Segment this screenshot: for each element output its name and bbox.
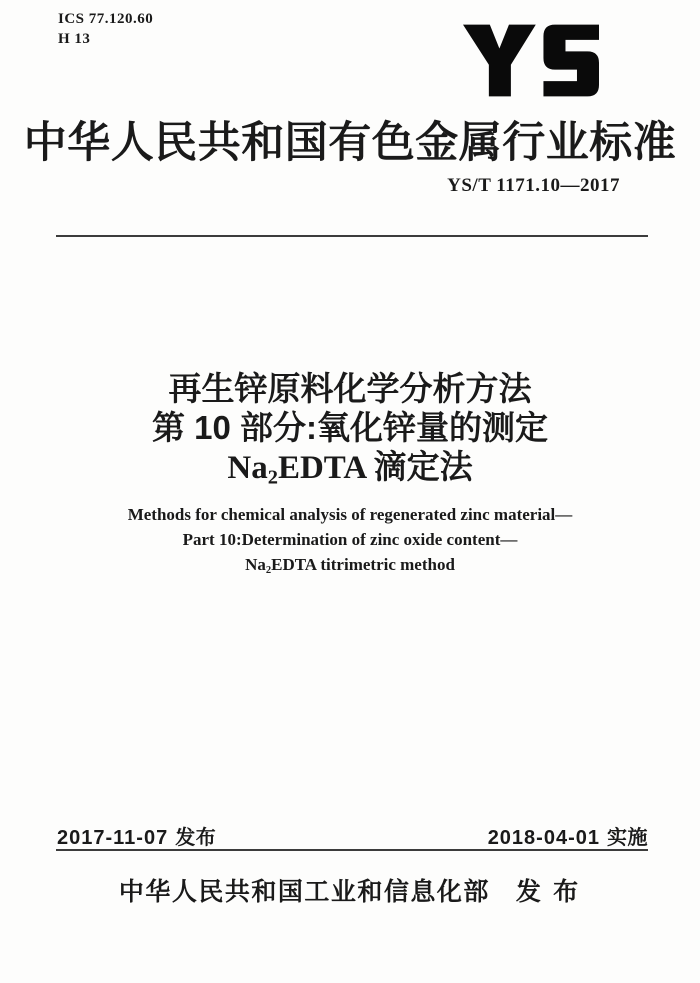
- title-zh-line3: [0, 441, 700, 488]
- title-en-line3-rest: EDTA titrimetric method: [271, 555, 455, 574]
- ics-code: ICS 77.120.60: [58, 11, 154, 27]
- issue-date: 2017-11-07: [57, 827, 169, 849]
- title-en-na-prefix: Na: [245, 555, 266, 574]
- title-zh-na-subscript: 2: [267, 466, 278, 489]
- title-zh-line1: 再生锌原料化学分析方法: [168, 370, 532, 407]
- publish-label: 发 布: [515, 879, 582, 906]
- standard-header-title: 中华人民共和国有色金属行业标准: [23, 119, 677, 167]
- issue-date-line: [57, 821, 216, 850]
- header-divider: [56, 235, 648, 237]
- title-zh-na-prefix: Na: [227, 450, 268, 486]
- implement-label: 实施: [607, 827, 648, 849]
- publisher-line: [0, 872, 700, 908]
- title-en-na-subscript: 2: [265, 564, 272, 576]
- implement-date: 2018-04-01: [487, 827, 600, 849]
- implement-date-line: [488, 821, 648, 850]
- footer-dates-row: [57, 821, 648, 850]
- ys-logo-icon: [463, 24, 599, 97]
- title-en-line2: Part 10:Determination of zinc oxide content—: [182, 530, 518, 549]
- category-code: H 13: [58, 31, 91, 47]
- title-zh-line3-rest: EDTA 滴定法: [277, 450, 473, 486]
- issue-label: 发布: [175, 827, 217, 849]
- standard-number: YS/T 1171.10—2017: [447, 175, 620, 196]
- ys-logo: [463, 24, 599, 97]
- publisher-name: 中华人民共和国工业和信息化部: [118, 879, 490, 906]
- title-zh-line2: 第 10 部分:氧化锌量的测定: [151, 409, 549, 446]
- title-en-line1: Methods for chemical analysis of regenerated zinc material—: [127, 505, 573, 524]
- footer-divider: [56, 849, 648, 851]
- title-en-line3: [0, 555, 700, 575]
